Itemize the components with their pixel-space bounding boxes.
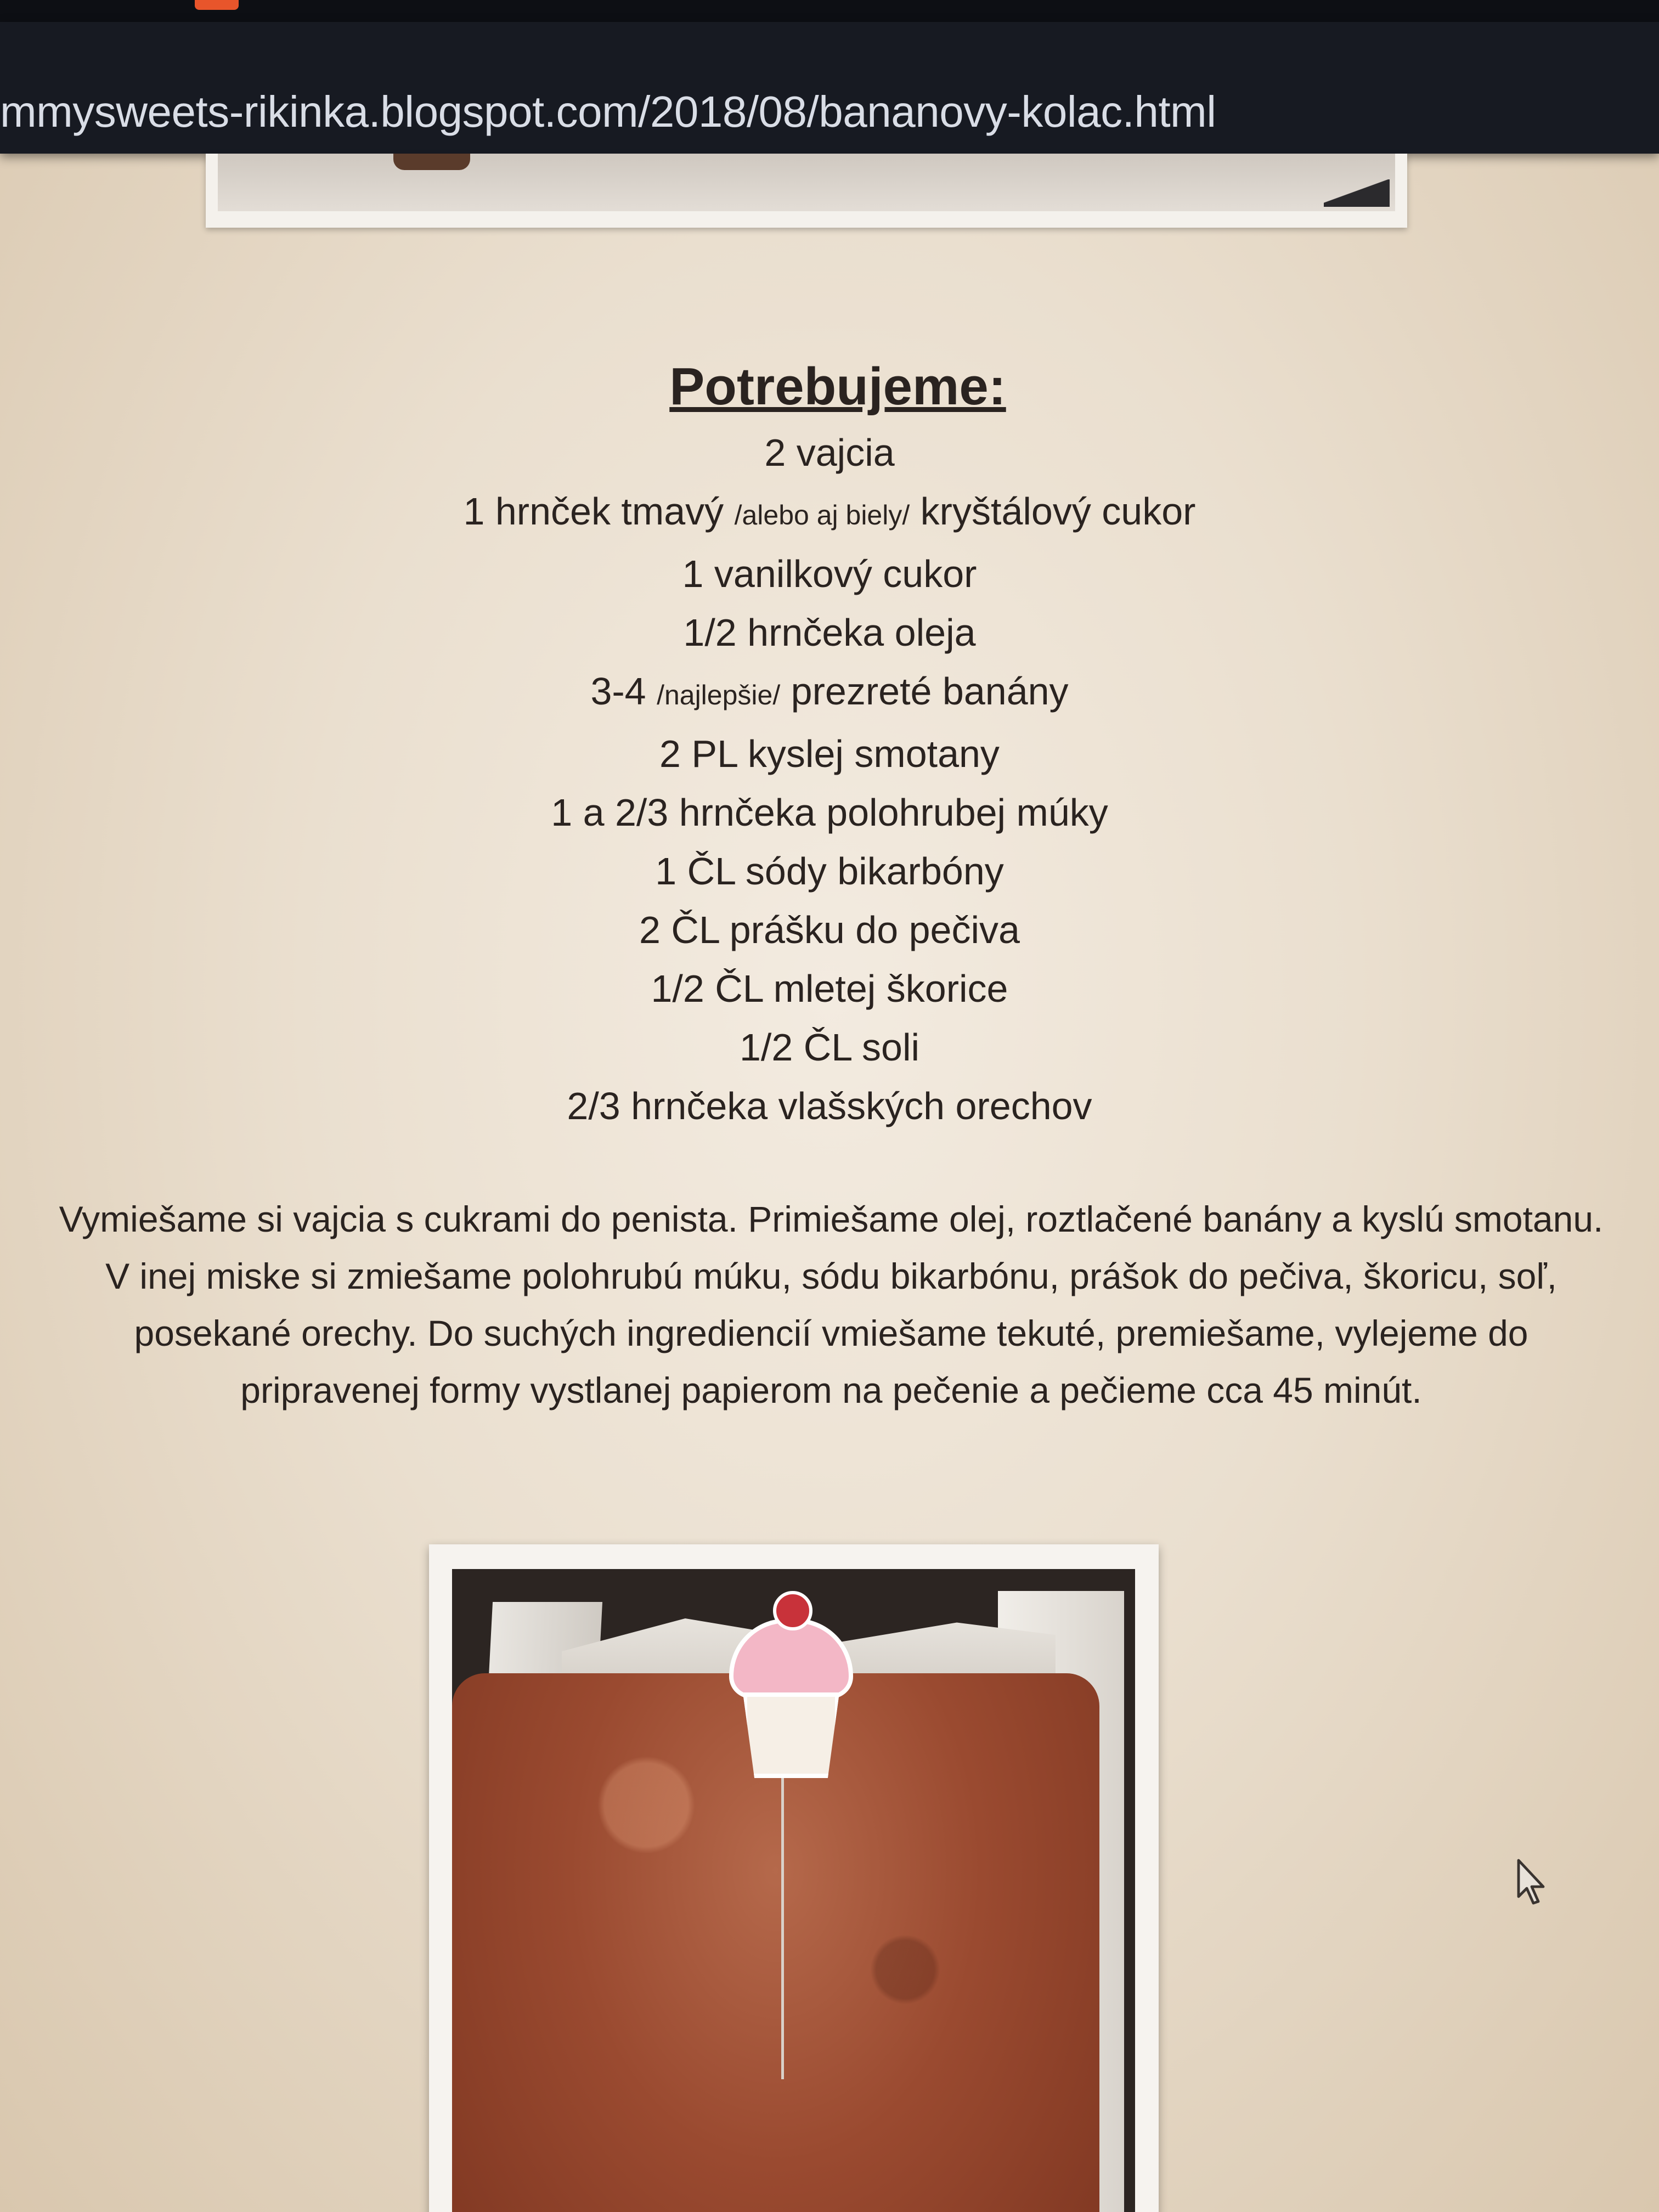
ingredient-item: 2 vajcia	[764, 431, 895, 474]
ingredient-item: 1 hrnček tmavý /alebo aj biely/ kryštálový cukor	[463, 490, 1196, 533]
ingredient-item: 1 vanilkový cukor	[682, 552, 977, 595]
previous-photo-frame	[206, 154, 1407, 228]
instruction-paragraph: V inej miske si zmiešame polohrubú múku, sódu bikarbónu, prášok do pečiva, škoricu, soľ, posekané orechy. Do suchých ingrediencií vmiešame tekuté, premiešame, vylejeme do pripravenej formy vystlanej papierom na pečenie a pečieme cca 45 minút.	[105, 1256, 1557, 1410]
ingredient-item: 2 PL kyslej smotany	[659, 732, 1000, 775]
blogger-favicon-icon[interactable]	[195, 0, 239, 10]
previous-photo-detail	[393, 154, 470, 170]
mouse-pointer-icon	[1515, 1857, 1548, 1906]
previous-photo-corner	[1324, 179, 1390, 207]
previous-photo	[218, 154, 1395, 211]
recipe-section	[0, 357, 1659, 1136]
ingredient-item: 2 ČL prášku do pečiva	[639, 909, 1020, 951]
url-text[interactable]: mmysweets-rikinka.blogspot.com/2018/08/bananovy-kolac.html	[0, 87, 1216, 136]
ingredient-item: 3-4 /najlepšie/ prezreté banány	[590, 670, 1069, 713]
ingredient-item: 2/3 hrnčeka vlašských orechov	[567, 1085, 1092, 1127]
browser-tab-strip	[0, 0, 1659, 22]
cake-photo-frame	[429, 1544, 1159, 2212]
recipe-title: Potrebujeme:	[669, 357, 1006, 416]
cake-photo	[452, 1569, 1135, 2212]
topper-cup	[743, 1692, 839, 1778]
ingredient-list	[0, 424, 1659, 1136]
ingredient-item: 1 ČL sódy bikarbóny	[655, 850, 1004, 893]
browser-address-bar[interactable]	[0, 22, 1659, 154]
topper-stick	[781, 1750, 784, 2079]
ingredient-item: 1 a 2/3 hrnčeka polohrubej múky	[551, 791, 1108, 834]
recipe-instructions	[49, 1190, 1613, 1419]
instruction-paragraph: Vymiešame si vajcia s cukrami do penista. Primiešame olej, roztlačené banány a kyslú smotanu.	[59, 1199, 1604, 1239]
ingredient-item: 1/2 hrnčeka oleja	[683, 611, 976, 654]
ingredient-item: 1/2 ČL mletej škorice	[651, 967, 1008, 1010]
ingredient-item: 1/2 ČL soli	[739, 1026, 920, 1069]
topper-cherry	[773, 1591, 812, 1630]
cupcake-topper-icon	[721, 1591, 853, 1772]
